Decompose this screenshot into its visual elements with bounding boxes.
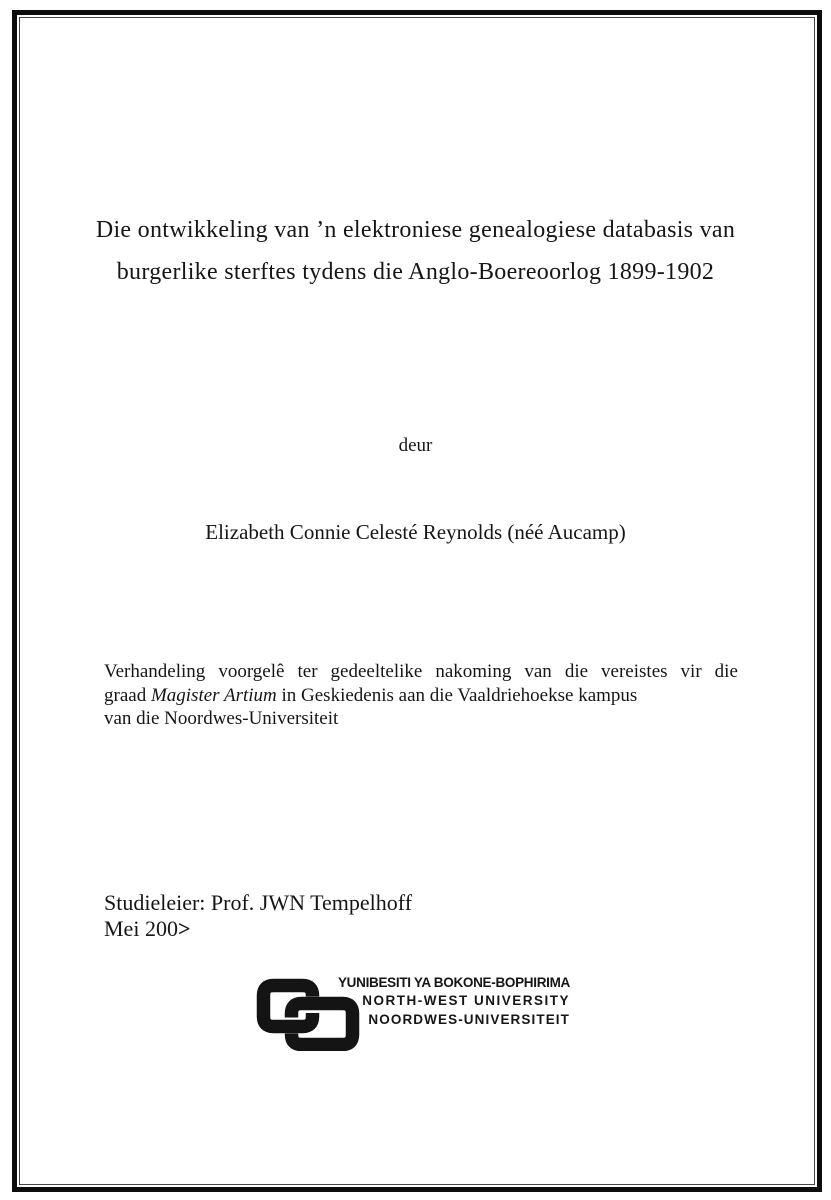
submission-statement [104,660,738,731]
logo-text-line-2: NORTH-WEST UNIVERSITY [362,993,570,1009]
date-prefix: Mei 200 [104,916,178,941]
logo-text-line-3: NOORDWES-UNIVERSITEIT [368,1011,570,1027]
thesis-title [0,209,831,293]
date-last-glyph: > [177,916,191,941]
author-name: Elizabeth Connie Celesté Reynolds (néé Aucamp) [205,520,626,544]
nwu-logo-text [260,974,570,1029]
submission-line-1: Verhandeling voorgelê ter gedeeltelike nakoming van die vereistes vir die [104,661,738,682]
submission-line-3: van die Noordwes-Universiteit [104,708,339,729]
submission-line-2-prefix: graad [104,684,151,706]
degree-name: Magister Artium [150,684,277,706]
byline-deur: deur [398,435,433,456]
date-line [104,916,412,942]
submission-line-2-suffix: in Geskiedenis aan die Vaaldriehoekse kampus [276,684,638,706]
supervisor-line: Studieleier: Prof. JWN Tempelhoff [104,890,413,915]
nwu-logo [256,974,576,1054]
supervisor-block [104,890,412,942]
title-line-2: burgerlike sterftes tydens die Anglo-Boereoorlog 1899-1902 [116,259,715,285]
submission-line-2 [104,684,738,708]
title-line-1: Die ontwikkeling van ’n elektroniese genealogiese databasis van [95,217,736,243]
logo-text-line-1: YUNIBESITI YA BOKONE-BOPHIRIMA [337,975,570,990]
